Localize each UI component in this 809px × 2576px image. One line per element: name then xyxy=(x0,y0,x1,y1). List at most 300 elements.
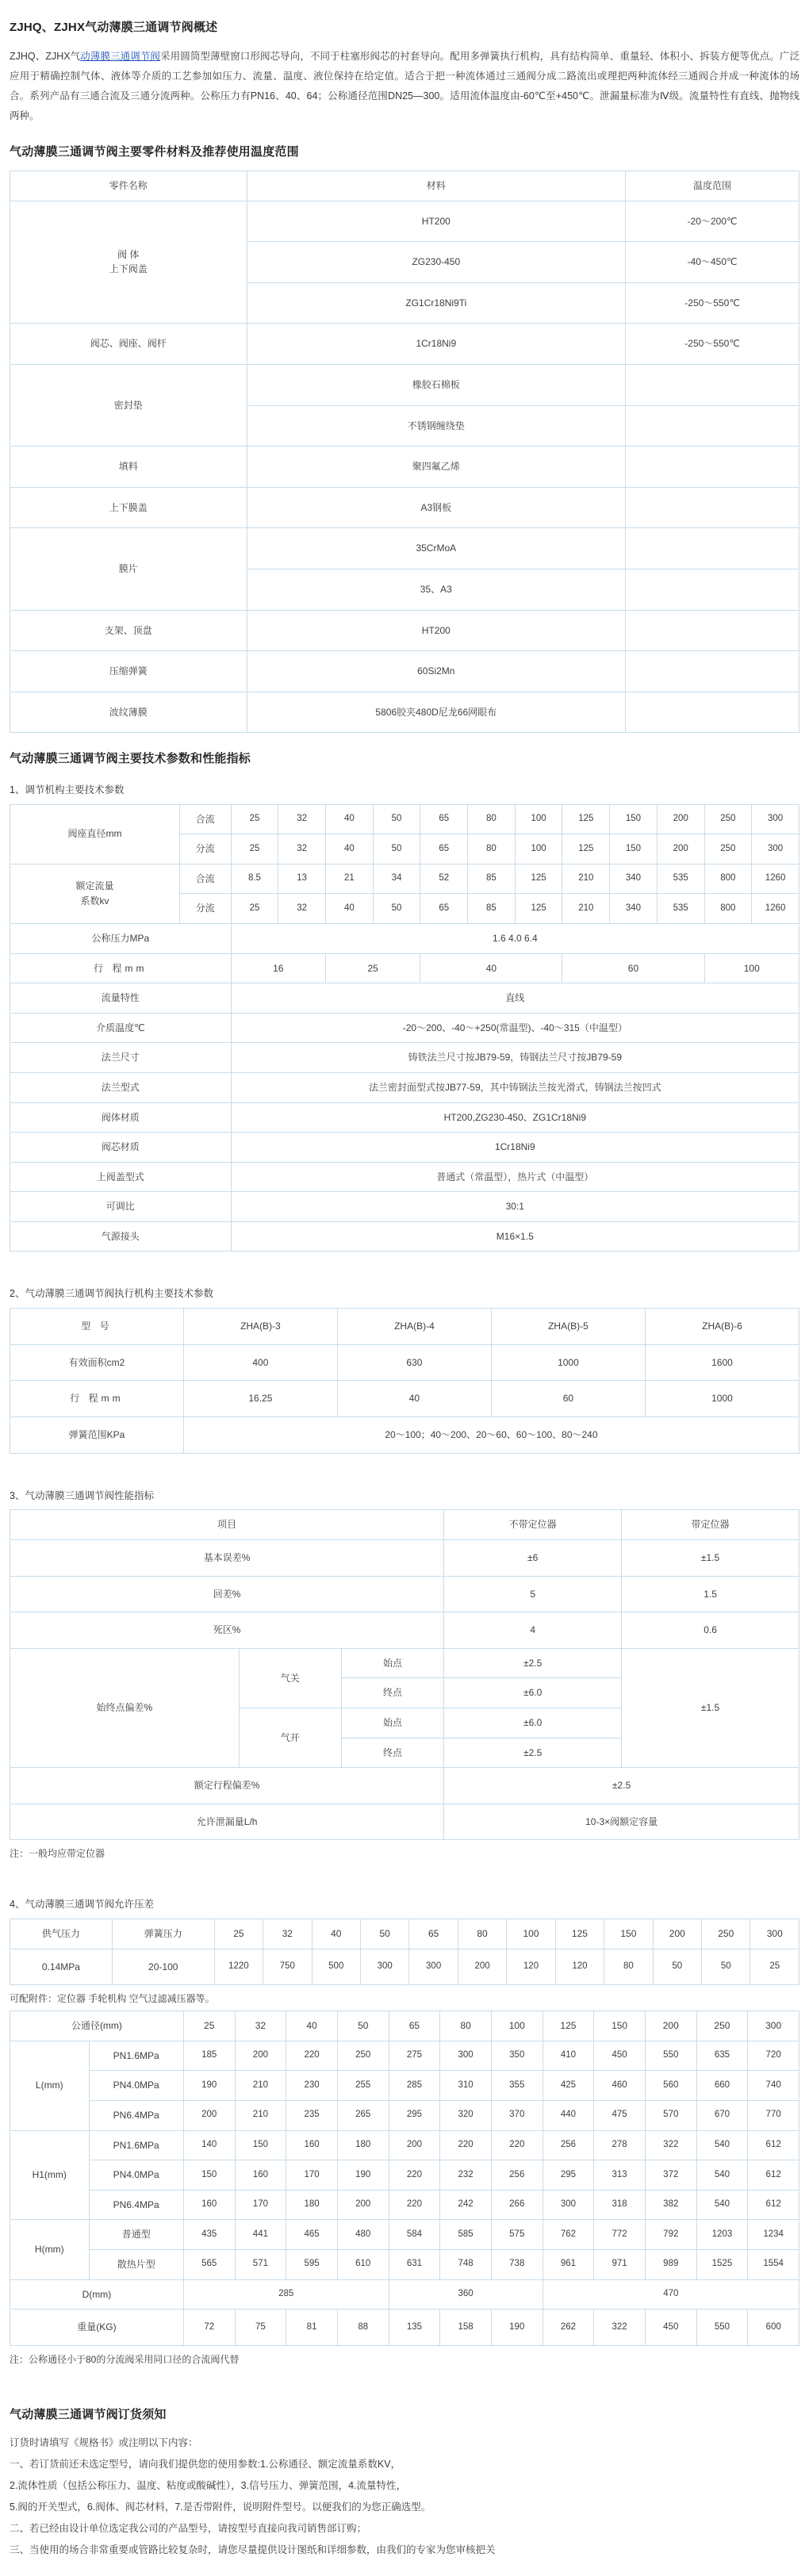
dimension-value: 660 xyxy=(696,2071,748,2101)
dimension-value: 220 xyxy=(491,2130,543,2160)
dimension-value: 748 xyxy=(440,2249,492,2279)
dimension-value: 200 xyxy=(337,2190,389,2220)
table3-subtitle: 3、气动薄膜三通调节阀性能指标 xyxy=(10,1489,154,1501)
dimension-variant-label: 散热片型 xyxy=(89,2249,183,2279)
weight-value: 135 xyxy=(389,2310,440,2346)
material-temp-range xyxy=(626,405,799,447)
kv-value: 125 xyxy=(515,894,562,924)
deviation-point-value: ±2.5 xyxy=(444,1648,622,1678)
dimension-value: 318 xyxy=(594,2190,646,2220)
dimension-value: 762 xyxy=(543,2220,594,2250)
materials-header-0: 零件名称 xyxy=(10,171,247,201)
pressure-header-row xyxy=(10,1919,799,1949)
dimension-value: 140 xyxy=(183,2130,235,2160)
dimension-value: 540 xyxy=(696,2160,748,2191)
material-value: 5806胶夹480D尼龙66网眼布 xyxy=(247,692,626,733)
pressure-differential-value: 50 xyxy=(702,1949,750,1985)
pressure-diameter-header: 80 xyxy=(458,1919,506,1949)
table4-subtitle: 4、气动薄膜三通调节阀允许压差 xyxy=(10,1899,154,1911)
kv-value: 800 xyxy=(704,864,752,894)
dimension-value: 220 xyxy=(440,2130,492,2160)
dimension-value: 275 xyxy=(389,2041,440,2071)
kv-value: 210 xyxy=(562,894,610,924)
material-value: 聚四氟乙烯 xyxy=(247,447,626,488)
performance-item: 回差% xyxy=(10,1576,444,1612)
actuator-area-value: 630 xyxy=(337,1344,491,1381)
flange-size-row xyxy=(10,1043,799,1073)
dimension-value: 720 xyxy=(748,2041,799,2071)
material-value: 橡胶石棉板 xyxy=(247,364,626,405)
performance-without-positioner: 4 xyxy=(444,1612,622,1649)
ordering-heading: 气动薄膜三通调节阀订货须知 xyxy=(10,2407,167,2421)
pressure-differential-value: 200 xyxy=(458,1949,506,1985)
dimension-value: 372 xyxy=(645,2160,696,2191)
pressure-diameter-header: 250 xyxy=(702,1919,750,1949)
pressure-value-row xyxy=(10,1949,799,1985)
pressure-diameter-header: 100 xyxy=(507,1919,555,1949)
materials-row xyxy=(10,447,799,488)
actuator-area-value: 1600 xyxy=(645,1344,799,1381)
dimension-value: 961 xyxy=(543,2249,594,2279)
body-material-row xyxy=(10,1102,799,1133)
pressure-differential-value: 300 xyxy=(409,1949,458,1985)
actuator-model-row xyxy=(10,1309,799,1345)
rangeability-value: 30:1 xyxy=(231,1192,799,1222)
actuator-spring-label: 弹簧范围KPa xyxy=(10,1417,184,1454)
rated-stroke-value: ±2.5 xyxy=(444,1768,799,1804)
dn-value: 25 xyxy=(183,2011,235,2041)
seat-diameter-value: 80 xyxy=(468,834,516,864)
kv-value: 40 xyxy=(326,894,374,924)
dimension-value: 1234 xyxy=(748,2220,799,2250)
materials-row xyxy=(10,487,799,528)
dimension-value: 425 xyxy=(543,2071,594,2101)
air-connector-label: 气源接头 xyxy=(10,1221,232,1252)
seat-diameter-value: 50 xyxy=(373,834,420,864)
dimension-value: 278 xyxy=(594,2130,646,2160)
seat-diameter-value: 100 xyxy=(515,834,562,864)
actuator-stroke-label: 行 程mm xyxy=(10,1381,184,1417)
pressure-diameter-header: 65 xyxy=(409,1919,458,1949)
material-part-name: 压缩弹簧 xyxy=(10,651,247,692)
dimension-value: 570 xyxy=(645,2101,696,2131)
actuator-table xyxy=(10,1308,799,1453)
dimension-value: 540 xyxy=(696,2190,748,2220)
dimension-group-label: L(mm) xyxy=(10,2041,90,2130)
dimension-value: 150 xyxy=(183,2160,235,2191)
dimension-value: 185 xyxy=(183,2041,235,2071)
performance-header-item: 项目 xyxy=(10,1510,444,1540)
actuator-area-value: 1000 xyxy=(491,1344,645,1381)
seat-diameter-value: 100 xyxy=(515,804,562,834)
kv-value: 125 xyxy=(515,864,562,894)
kv-value: 52 xyxy=(420,864,468,894)
seat-diameter-value: 80 xyxy=(468,804,516,834)
seat-diameter-value: 25 xyxy=(231,834,278,864)
pressure-differential-value: 50 xyxy=(653,1949,701,1985)
seat-diameter-value: 300 xyxy=(752,804,799,834)
rated-stroke-label: 额定行程偏差% xyxy=(10,1768,444,1804)
kv-value: 32 xyxy=(278,894,326,924)
performance-row xyxy=(10,1612,799,1649)
dimension-variant-label: PN6.4MPa xyxy=(89,2190,183,2220)
seat-diameter-value: 40 xyxy=(326,834,374,864)
materials-heading: 气动薄膜三通调节阀主要零件材料及推荐使用温度范围 xyxy=(10,144,299,159)
kv-value: 1260 xyxy=(752,894,799,924)
plug-material-label: 阀芯材质 xyxy=(10,1133,232,1163)
spring-pressure-label: 弹簧压力 xyxy=(112,1919,214,1949)
supply-pressure-label: 供气压力 xyxy=(10,1919,113,1949)
flow-type-split: 分流 xyxy=(179,834,231,864)
dimension-value: 1203 xyxy=(696,2220,748,2250)
material-temp-range xyxy=(626,569,799,610)
material-temp-range: -20～200℃ xyxy=(626,201,799,242)
materials-header-2: 温度范围 xyxy=(626,171,799,201)
dimension-value: 220 xyxy=(389,2160,440,2191)
materials-row xyxy=(10,364,799,405)
dimension-value: 310 xyxy=(440,2071,492,2101)
dimension-value: 738 xyxy=(491,2249,543,2279)
flow-coefficient-label: 额定流量 系数kv xyxy=(10,864,180,923)
ordering-line: 一、若订货前还未选定型号，请向我们提供您的使用参数:1.公称通径、额定流量系数KV， xyxy=(10,2459,401,2471)
seat-diameter-value: 25 xyxy=(231,804,278,834)
seat-diameter-label: 阀座直径mm xyxy=(10,804,180,864)
material-value: HT200 xyxy=(247,610,626,651)
weight-value: 190 xyxy=(491,2310,543,2346)
dimension-value: 200 xyxy=(389,2130,440,2160)
seat-diameter-value: 32 xyxy=(278,834,326,864)
kv-value: 340 xyxy=(610,864,658,894)
weight-value: 262 xyxy=(543,2310,594,2346)
kv-value: 535 xyxy=(657,864,704,894)
dimension-value: 585 xyxy=(440,2220,492,2250)
performance-with-positioner: 1.5 xyxy=(622,1576,799,1612)
dn-value: 250 xyxy=(696,2011,748,2041)
dimension-value: 595 xyxy=(286,2249,338,2279)
material-part-name: 上下膜盖 xyxy=(10,487,247,528)
overview-text-before: ZJHQ、ZJHX气 xyxy=(10,50,81,62)
actuator-stroke-value: 1000 xyxy=(645,1381,799,1417)
dimension-row xyxy=(10,2071,799,2101)
material-value: A3钢板 xyxy=(247,487,626,528)
seat-diameter-value: 150 xyxy=(610,834,658,864)
dimension-value: 210 xyxy=(235,2071,286,2101)
seat-diameter-value: 125 xyxy=(562,804,610,834)
seat-diameter-value: 50 xyxy=(373,804,420,834)
dimension-value: 631 xyxy=(389,2249,440,2279)
material-part-name: 阀 体 上下阀盖 xyxy=(10,201,247,324)
deviation-point-value: ±2.5 xyxy=(444,1738,622,1768)
deviation-mode: 气关 xyxy=(239,1648,341,1708)
tech-params-heading: 气动薄膜三通调节阀主要技术参数和性能指标 xyxy=(10,752,251,766)
seat-diameter-value: 250 xyxy=(704,804,752,834)
dimension-row xyxy=(10,2101,799,2131)
dn-value: 32 xyxy=(235,2011,286,2041)
deviation-row xyxy=(10,1648,799,1678)
dimension-value: 1525 xyxy=(696,2249,748,2279)
dimension-value: 575 xyxy=(491,2220,543,2250)
performance-item: 死区% xyxy=(10,1612,444,1649)
bonnet-type-row xyxy=(10,1162,799,1192)
stroke-value: 100 xyxy=(704,953,799,983)
kv-value: 21 xyxy=(326,864,374,894)
stroke-value: 16 xyxy=(231,953,325,983)
performance-row xyxy=(10,1539,799,1576)
deviation-with-positioner: ±1.5 xyxy=(622,1648,799,1767)
dn-value: 100 xyxy=(491,2011,543,2041)
dimension-row xyxy=(10,2160,799,2191)
actuator-area-value: 400 xyxy=(183,1344,337,1381)
ordering-lines xyxy=(10,2455,799,2560)
deviation-point-value: ±6.0 xyxy=(444,1678,622,1708)
dimension-value: 250 xyxy=(337,2041,389,2071)
dimension-value: 180 xyxy=(337,2130,389,2160)
body-material-value: HT200,ZG230-450、ZG1Cr18Ni9 xyxy=(231,1102,799,1133)
regulating-mechanism-table xyxy=(10,804,799,1252)
actuator-model-value: ZHA(B)-4 xyxy=(337,1309,491,1345)
performance-with-positioner: ±1.5 xyxy=(622,1539,799,1576)
rangeability-label: 可调比 xyxy=(10,1192,232,1222)
dimension-value: 256 xyxy=(543,2130,594,2160)
weight-value: 158 xyxy=(440,2310,492,2346)
actuator-spring-row xyxy=(10,1417,799,1454)
flow-type-split: 分流 xyxy=(179,894,231,924)
dimension-value: 242 xyxy=(440,2190,492,2220)
deviation-point-name: 终点 xyxy=(341,1678,443,1708)
flange-type-row xyxy=(10,1072,799,1102)
kv-value: 85 xyxy=(468,894,516,924)
weight-value: 81 xyxy=(286,2310,338,2346)
dimensions-table xyxy=(10,2011,799,2346)
air-connector-value: M16×1.5 xyxy=(231,1221,799,1252)
dimension-value: 285 xyxy=(389,2071,440,2101)
actuator-model-value: ZHA(B)-6 xyxy=(645,1309,799,1345)
dimensions-note: 注：公称通径小于80的分流阀采用同口径的合流阀代替 xyxy=(10,2353,240,2365)
performance-with-positioner: 0.6 xyxy=(622,1612,799,1649)
dimension-value: 571 xyxy=(235,2249,286,2279)
dimension-value: 612 xyxy=(748,2190,799,2220)
performance-header-row xyxy=(10,1510,799,1540)
dn-header-row xyxy=(10,2011,799,2041)
material-value: ZG230-450 xyxy=(247,242,626,283)
dimension-value: 772 xyxy=(594,2220,646,2250)
nominal-pressure-label: 公称压力MPa xyxy=(10,923,232,953)
material-part-name: 支架、顶盘 xyxy=(10,610,247,651)
actuator-stroke-value: 16.25 xyxy=(183,1381,337,1417)
dimension-value: 220 xyxy=(286,2041,338,2071)
dn-value: 65 xyxy=(389,2011,440,2041)
leakage-row xyxy=(10,1804,799,1840)
deviation-mode: 气开 xyxy=(239,1708,341,1767)
overview-heading: ZJHQ、ZJHX气动薄膜三通调节阀概述 xyxy=(10,21,218,34)
dimension-value: 232 xyxy=(440,2160,492,2191)
dimension-value: 200 xyxy=(235,2041,286,2071)
dimension-value: 1554 xyxy=(748,2249,799,2279)
dimension-row xyxy=(10,2249,799,2279)
dimension-value: 320 xyxy=(440,2101,492,2131)
material-temp-range: -40～450℃ xyxy=(626,242,799,283)
nominal-pressure-value: 1.6 4.0 6.4 xyxy=(231,923,799,953)
dimension-value: 170 xyxy=(235,2190,286,2220)
table-header-row xyxy=(10,171,799,201)
deviation-point-name: 始点 xyxy=(341,1648,443,1678)
actuator-stroke-value: 60 xyxy=(491,1381,645,1417)
pressure-differential-value: 750 xyxy=(263,1949,312,1985)
flange-type-label: 法兰型式 xyxy=(10,1072,232,1102)
material-temp-range xyxy=(626,528,799,569)
pressure-differential-value: 300 xyxy=(360,1949,408,1985)
medium-temperature-value: -20～200、-40～+250(常温型)、-40～315（中温型） xyxy=(231,1013,799,1043)
pressure-differential-table xyxy=(10,1919,799,1985)
table2-subtitle: 2、气动薄膜三通调节阀执行机构主要技术参数 xyxy=(10,1288,213,1300)
dn-value: 300 xyxy=(748,2011,799,2041)
medium-temperature-row xyxy=(10,1013,799,1043)
material-value: 35CrMoA xyxy=(247,528,626,569)
seat-diameter-value: 150 xyxy=(610,804,658,834)
dimension-value: 190 xyxy=(183,2071,235,2101)
materials-row xyxy=(10,651,799,692)
materials-row xyxy=(10,528,799,569)
pressure-differential-value: 120 xyxy=(507,1949,555,1985)
dimension-value: 560 xyxy=(645,2071,696,2101)
spring-pressure-value: 20-100 xyxy=(112,1949,214,1985)
actuator-area-row xyxy=(10,1344,799,1381)
dimension-value: 450 xyxy=(594,2041,646,2071)
actuator-stroke-value: 40 xyxy=(337,1381,491,1417)
dimension-value: 256 xyxy=(491,2160,543,2191)
material-value: 1Cr18Ni9 xyxy=(247,324,626,365)
plug-material-value: 1Cr18Ni9 xyxy=(231,1133,799,1163)
dimension-value: 200 xyxy=(183,2101,235,2131)
dimension-value: 550 xyxy=(645,2041,696,2071)
ordering-line: 5.阀的开关型式，6.阀体、阀芯材料，7.是否带附件，说明附件型号。以便我们的为您正确选型。 xyxy=(10,2501,431,2513)
weight-value: 88 xyxy=(337,2310,389,2346)
dimension-value: 210 xyxy=(235,2101,286,2131)
overview-paragraph xyxy=(10,47,799,126)
flow-characteristic-row xyxy=(10,983,799,1014)
dimension-value: 220 xyxy=(389,2190,440,2220)
performance-row xyxy=(10,1576,799,1612)
dimension-value: 355 xyxy=(491,2071,543,2101)
material-temp-range xyxy=(626,692,799,733)
dimension-value: 410 xyxy=(543,2041,594,2071)
dn-value: 40 xyxy=(286,2011,338,2041)
actuator-stroke-row xyxy=(10,1381,799,1417)
kv-value: 85 xyxy=(468,864,516,894)
flange-type-value: 法兰密封面型式按JB77-59，其中铸钢法兰按光滑式，铸钢法兰按凹式 xyxy=(231,1072,799,1102)
dimension-value: 322 xyxy=(645,2130,696,2160)
dimension-value: 295 xyxy=(543,2160,594,2191)
pressure-differential-value: 1220 xyxy=(214,1949,263,1985)
performance-header-with: 带定位器 xyxy=(622,1510,799,1540)
d-row xyxy=(10,2279,799,2310)
ordering-line: 三、当使用的场合非常重要或管路比较复杂时，请您尽量提供设计图纸和详细参数，由我们的专家为您审核把关 xyxy=(10,2544,496,2556)
leakage-label: 允许泄漏量L/h xyxy=(10,1804,444,1840)
kv-value: 65 xyxy=(420,894,468,924)
stroke-value: 60 xyxy=(562,953,704,983)
product-link[interactable]: 动薄膜三通调节阀 xyxy=(80,50,161,62)
dimension-value: 540 xyxy=(696,2130,748,2160)
flow-characteristic-value: 直线 xyxy=(231,983,799,1014)
dimension-group-label: H(mm) xyxy=(10,2220,90,2279)
rangeability-row xyxy=(10,1192,799,1222)
materials-row xyxy=(10,201,799,242)
actuator-model-value: ZHA(B)-5 xyxy=(491,1309,645,1345)
deviation-point-name: 终点 xyxy=(341,1738,443,1768)
dimension-variant-label: PN6.4MPa xyxy=(89,2101,183,2131)
dimension-value: 255 xyxy=(337,2071,389,2101)
d-value: 360 xyxy=(389,2279,543,2310)
deviation-point-name: 始点 xyxy=(341,1708,443,1738)
dimension-value: 740 xyxy=(748,2071,799,2101)
kv-value: 34 xyxy=(373,864,420,894)
accessories-note: 可配附件：定位器 手轮机构 空气过滤减压器等。 xyxy=(10,1993,215,2005)
stroke-label: 行 程mm xyxy=(10,953,232,983)
plug-material-row xyxy=(10,1133,799,1163)
kv-value: 800 xyxy=(704,894,752,924)
leakage-value: 10-3×阀额定容量 xyxy=(444,1804,799,1840)
dimension-row xyxy=(10,2190,799,2220)
ordering-intro: 订货时请填写《规格书》或注明以下内容： xyxy=(10,2437,198,2449)
dimension-value: 610 xyxy=(337,2249,389,2279)
material-value: 35、A3 xyxy=(247,569,626,610)
dimension-value: 230 xyxy=(286,2071,338,2101)
actuator-model-value: ZHA(B)-3 xyxy=(183,1309,337,1345)
kv-value: 210 xyxy=(562,864,610,894)
material-temp-range xyxy=(626,651,799,692)
materials-row xyxy=(10,610,799,651)
actuator-model-label: 型 号 xyxy=(10,1309,184,1345)
weight-value: 72 xyxy=(183,2310,235,2346)
bonnet-type-value: 普通式（常温型），热片式（中温型） xyxy=(231,1162,799,1192)
dn-value: 200 xyxy=(645,2011,696,2041)
dimension-value: 989 xyxy=(645,2249,696,2279)
dimension-value: 313 xyxy=(594,2160,646,2191)
dimension-variant-label: 普通型 xyxy=(89,2220,183,2250)
seat-diameter-value: 200 xyxy=(657,834,704,864)
stroke-value: 40 xyxy=(420,953,562,983)
dimension-value: 480 xyxy=(337,2220,389,2250)
weight-value: 75 xyxy=(235,2310,286,2346)
dimension-value: 300 xyxy=(440,2041,492,2071)
seat-diameter-combine-row xyxy=(10,804,799,834)
dimension-value: 190 xyxy=(337,2160,389,2191)
material-value: ZG1Cr18Ni9Ti xyxy=(247,282,626,324)
flange-size-label: 法兰尺寸 xyxy=(10,1043,232,1073)
performance-item: 基本误差% xyxy=(10,1539,444,1576)
pressure-diameter-header: 50 xyxy=(360,1919,408,1949)
air-connector-row xyxy=(10,1221,799,1252)
seat-diameter-value: 32 xyxy=(278,804,326,834)
seat-diameter-value: 65 xyxy=(420,804,468,834)
performance-table xyxy=(10,1509,799,1840)
dimension-value: 584 xyxy=(389,2220,440,2250)
dimension-value: 170 xyxy=(286,2160,338,2191)
pressure-diameter-header: 200 xyxy=(653,1919,701,1949)
weight-value: 450 xyxy=(645,2310,696,2346)
material-temp-range: -250～550℃ xyxy=(626,282,799,324)
dimension-value: 971 xyxy=(594,2249,646,2279)
dimension-value: 150 xyxy=(235,2130,286,2160)
flange-size-value: 铸铁法兰尺寸按JB79-59，铸钢法兰尺寸按JB79-59 xyxy=(231,1043,799,1073)
ordering-line: 二、若已经由设计单位选定我公司的产品型号，请按型号直接向我司销售部订购； xyxy=(10,2523,367,2535)
dn-value: 80 xyxy=(440,2011,492,2041)
seat-diameter-value: 40 xyxy=(326,804,374,834)
performance-without-positioner: ±6 xyxy=(444,1539,622,1576)
kv-value: 50 xyxy=(373,894,420,924)
dimension-value: 370 xyxy=(491,2101,543,2131)
medium-temperature-label: 介质温度℃ xyxy=(10,1013,232,1043)
